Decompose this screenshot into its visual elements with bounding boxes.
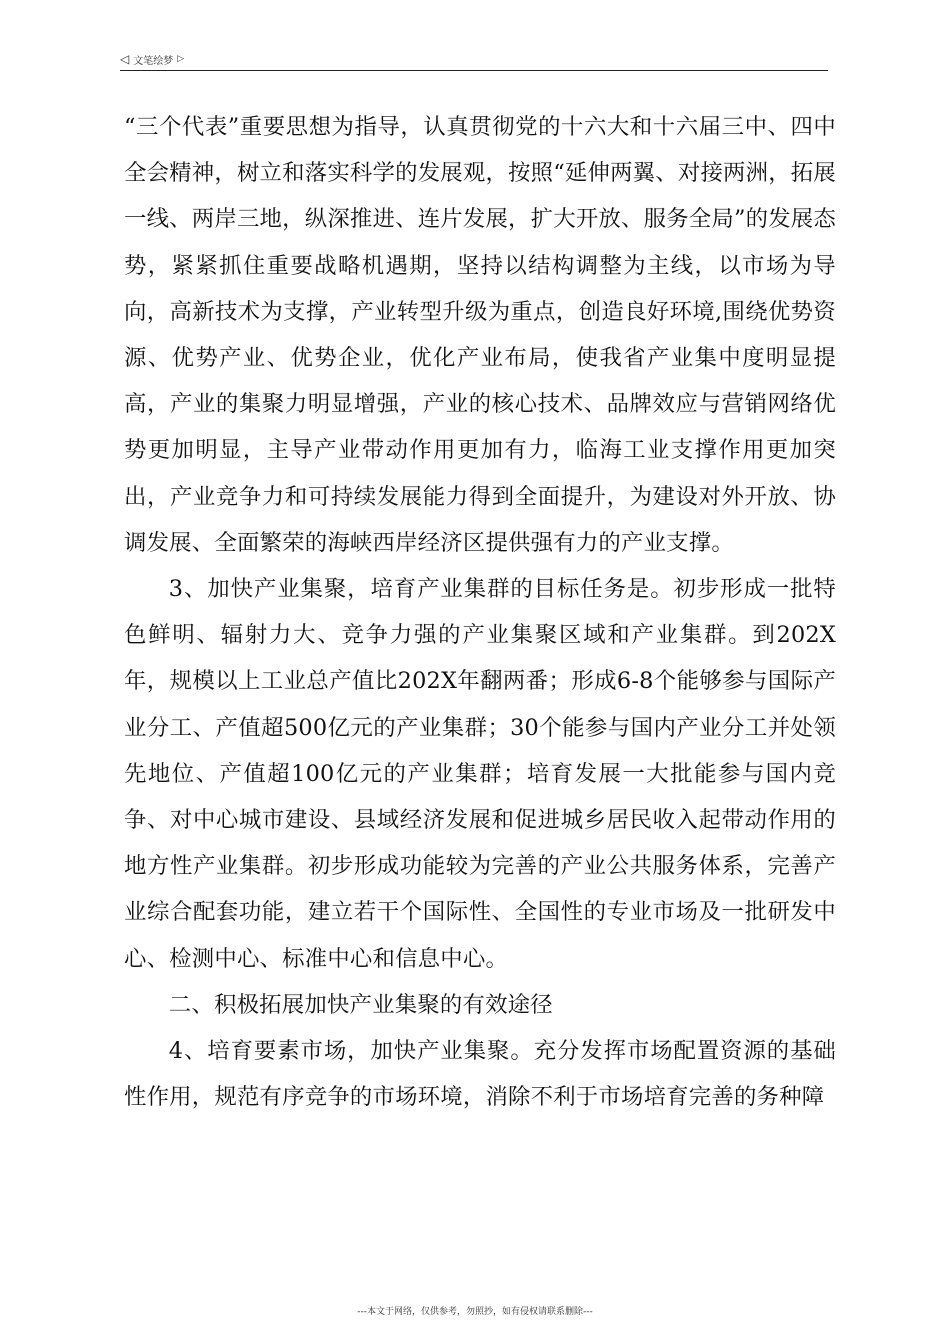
triangle-right-icon: ▷ [177,53,185,64]
triangle-left-icon: ◁ [120,52,130,66]
paragraph-continuation: “三个代表”重要思想为指导，认真贯彻党的十六大和十六届三中、四中全会精神，树立和落实科学的发展观，按照“延伸两翼、对接两洲，拓展一线、两岸三地，纵深推进、连片发展，扩大开放、服务全局”的发展态势，紧紧抓住重要战略机遇期，坚持以结构调整为主线，以市场为导向，高新技术为支撑，产业转型升级为重点，创造良好环境,围绕优势资源、优势产业、优势企业，优化产业布局，使我省产业集中度明显提高，产业的集聚力明显增强，产业的核心技术、品牌效应与营销网络优势更加明显，主导产业带动作用更加有力，临海工业支撑作用更加突出，产业竞争力和可持续发展能力得到全面提升，为建设对外开放、协调发展、全面繁荣的海峡西岸经济区提供强有力的产业支撑。 [124,114,836,556]
page-header [120,48,828,71]
header-title: 文笔绘梦 [133,55,174,67]
section-heading: 二、积极拓展加快产业集聚的有效途径 [168,991,553,1018]
document-body [124,104,836,1120]
paragraph-target-tasks: 3、加快产业集聚，培育产业集群的目标任务是。初步形成一批特色鲜明、辐射力大、竞争力强的产业集聚区域和产业集群。到202X年，规模以上工业总产值比202X年翻两番；形成6-8个能够参与国际产业分工、产值超500亿元的产业集群；30个能参与国内产业分工并处领先地位、产值超100亿元的产业集群；培育发展一大批能参与国内竞争、对中心城市建设、县域经济发展和促进城乡居民收入起带动作用的地方性产业集群。初步形成功能较为完善的产业公共服务体系，完善产业综合配套功能，建立若干个国际性、全国性的专业市场及一批研发中心、检测中心、标准中心和信息中心。 [124,576,836,972]
page-footer: ---本文于网络，仅供参考，勿照抄，如有侵权请联系删除--- [357,1307,593,1317]
paragraph-factor-markets: 4、培育要素市场，加快产业集聚。充分发挥市场配置资源的基础性作用，规范有序竞争的市场环境，消除不利于市场培育完善的务种障 [124,1038,836,1111]
